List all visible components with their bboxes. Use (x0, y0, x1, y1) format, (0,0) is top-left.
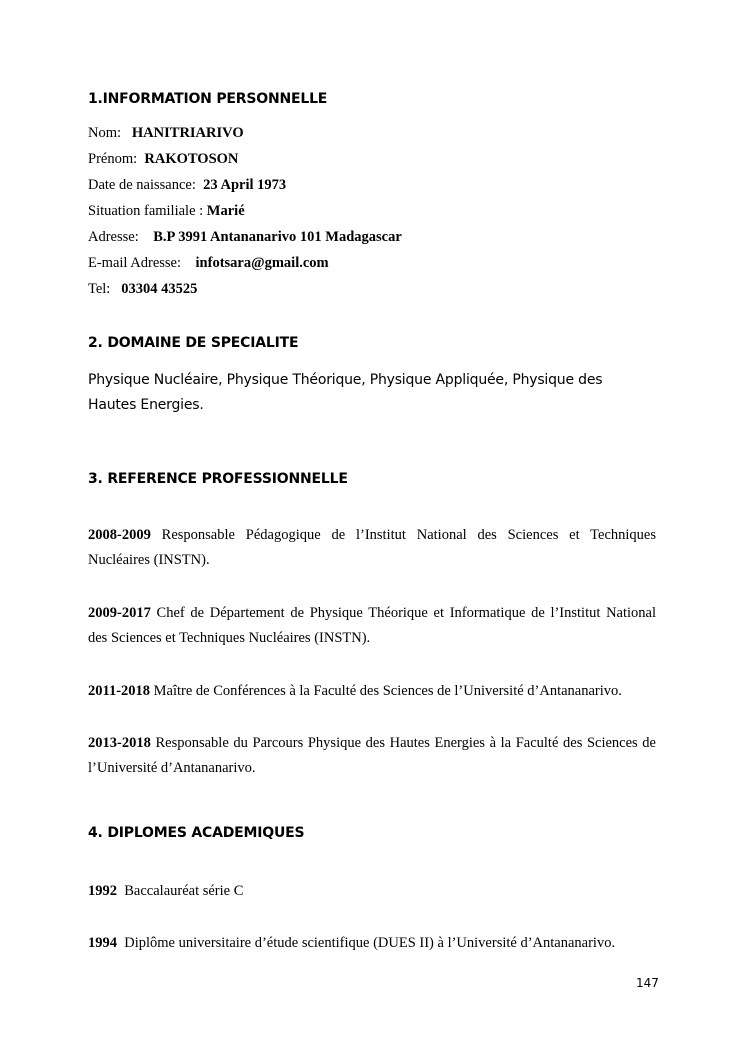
field-value: B.P 3991 Antananarivo 101 Madagascar (153, 229, 402, 245)
field-value: Marié (206, 203, 245, 219)
reference-entry (88, 601, 656, 651)
field-label: E-mail Adresse: (88, 255, 182, 271)
entry-years: 2011-2018 (88, 683, 151, 699)
entry-years: 2009-2017 (88, 605, 151, 621)
field-value: RAKOTOSON (144, 151, 239, 167)
field-date-naissance (88, 177, 286, 194)
reference-entry (88, 731, 656, 781)
field-label: Adresse: (88, 229, 139, 245)
field-value: 03304 43525 (121, 281, 198, 297)
reference-entry (88, 523, 656, 573)
entry-text: Baccalauréat série C (124, 883, 244, 899)
field-label: Nom: (88, 125, 122, 141)
field-label: Tel: (88, 281, 111, 297)
field-prenom (88, 151, 238, 168)
section-2-heading: 2. DOMAINE DE SPECIALITE (88, 335, 299, 351)
section-4-heading: 4. DIPLOMES ACADEMIQUES (88, 825, 305, 841)
entry-text: Chef de Département de Physique Théorique et Informatique de l’Institut National des Sciences et Techniques Nucléaires (INSTN). (88, 605, 656, 646)
specialite-text: Physique Nucléaire, Physique Théorique, Physique Appliquée, Physique des Hautes Energies. (88, 372, 603, 413)
page-number: 147 (636, 976, 659, 990)
field-value: infotsara@gmail.com (195, 255, 329, 271)
field-situation-familiale (88, 203, 245, 220)
field-label: Situation familiale : (88, 203, 204, 219)
entry-text: Maître de Conférences à la Faculté des Sciences de l’Université d’Antananarivo. (153, 683, 622, 699)
field-value: 23 April 1973 (203, 177, 287, 193)
field-tel (88, 281, 197, 298)
entry-years: 2008-2009 (88, 527, 151, 543)
entry-year: 1994 (88, 935, 117, 951)
diplome-entry (88, 879, 656, 904)
field-label: Prénom: (88, 151, 138, 167)
entry-text: Responsable du Parcours Physique des Hautes Energies à la Faculté des Sciences de l’Université d’Antananarivo. (88, 735, 656, 776)
diplome-entry (88, 931, 656, 956)
field-value: HANITRIARIVO (131, 125, 244, 141)
entry-text: Diplôme universitaire d’étude scientifique (DUES II) à l’Université d’Antananarivo. (124, 935, 616, 951)
entry-text: Responsable Pédagogique de l’Institut National des Sciences et Techniques Nucléaires (INSTN). (88, 527, 656, 568)
field-adresse (88, 229, 402, 246)
section-3-heading: 3. REFERENCE PROFESSIONNELLE (88, 471, 348, 487)
reference-entry (88, 679, 656, 704)
entry-years: 2013-2018 (88, 735, 151, 751)
field-email (88, 255, 329, 272)
entry-year: 1992 (88, 883, 117, 899)
field-label: Date de naissance: (88, 177, 196, 193)
field-nom (88, 125, 244, 142)
section-1-heading: 1.INFORMATION PERSONNELLE (88, 91, 328, 107)
